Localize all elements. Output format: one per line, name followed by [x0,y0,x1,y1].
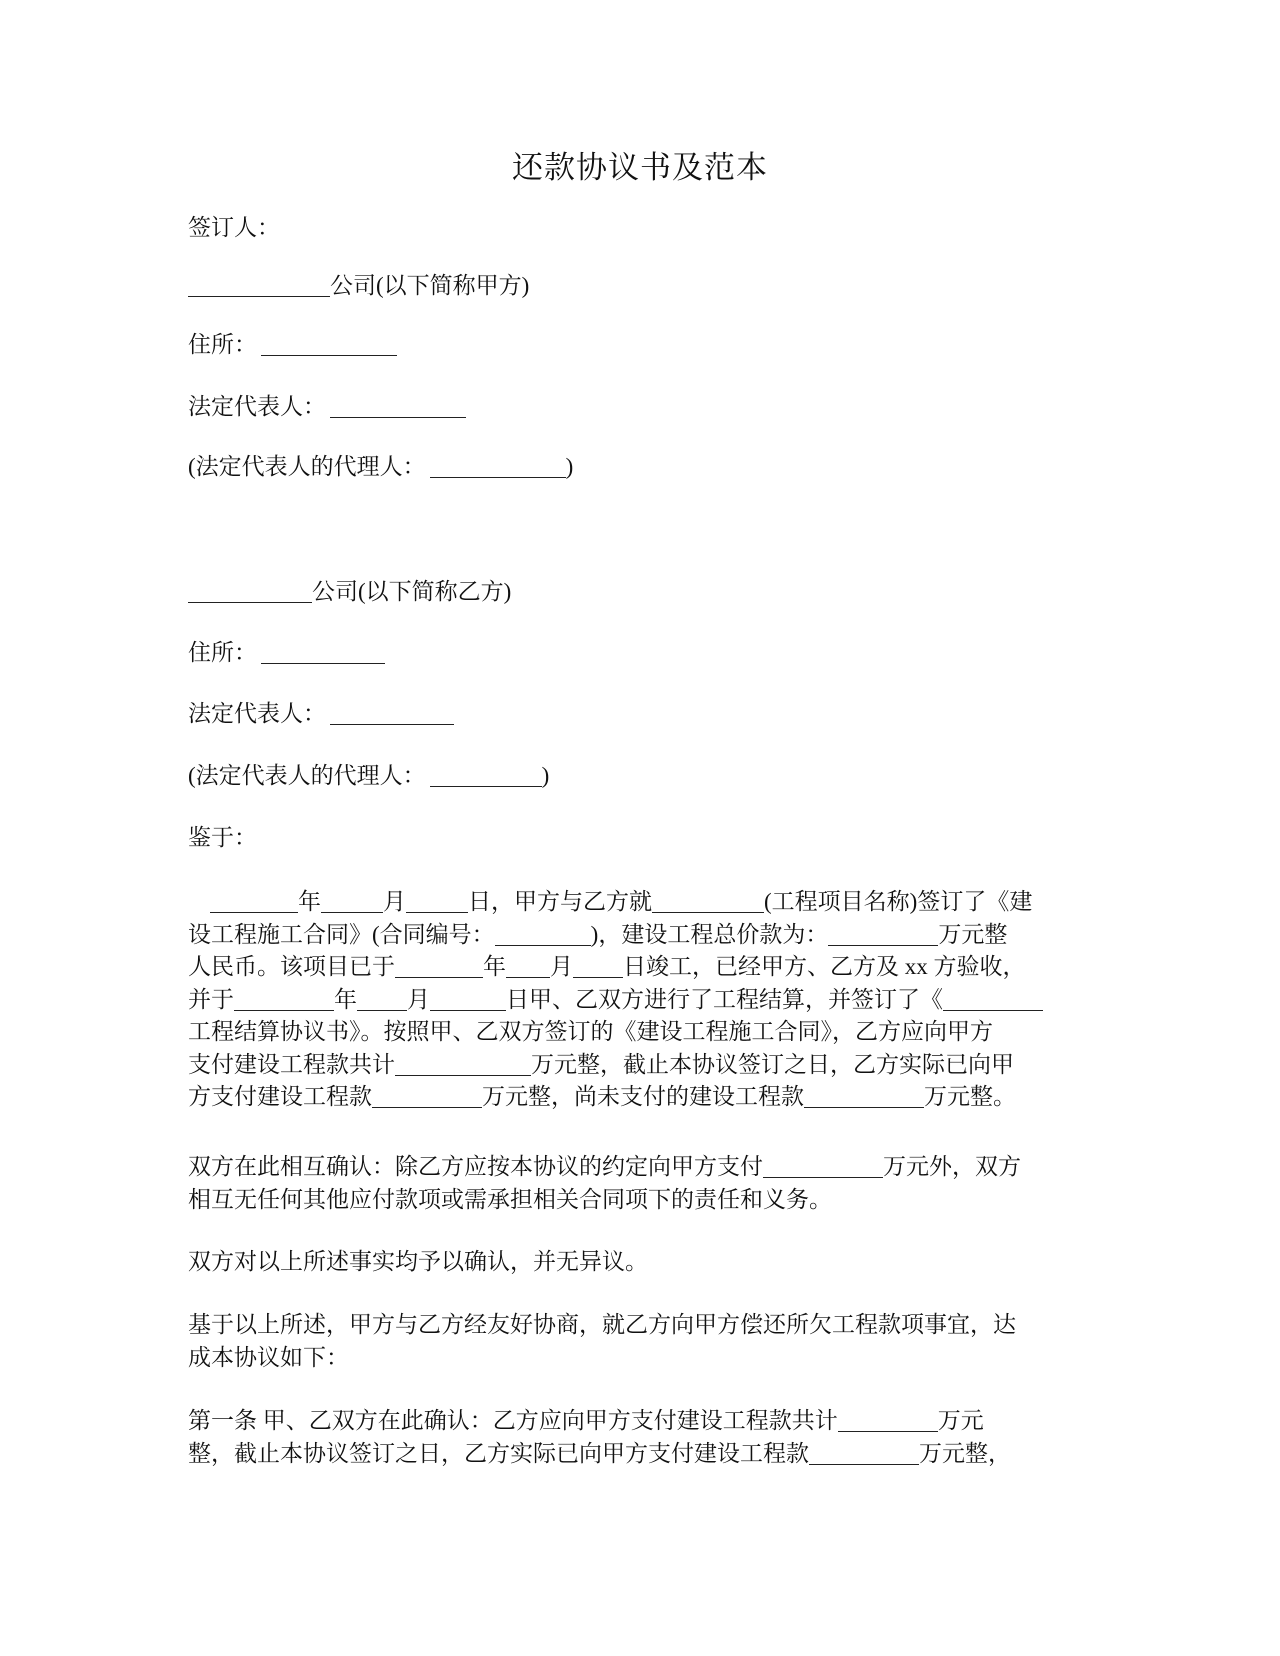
signatories-label: 签订人： [188,215,280,240]
total-price-blank[interactable] [828,923,938,946]
party-a-agent-blank[interactable] [430,455,566,478]
settlement-day-blank[interactable] [430,988,506,1011]
recital-text: 并于 [188,986,234,1012]
party-b-company-suffix: 公司(以下简称乙方) [312,579,512,604]
recital-text: 日，甲方与乙方就 [468,889,652,914]
party-b-company-blank[interactable] [188,580,312,603]
party-b-legal-rep-line [188,698,454,730]
recital-row-6 [188,1049,1088,1082]
recital-text: 年 [483,954,506,979]
recital-text: 年 [298,889,321,914]
recital-text: 万元整 [938,921,1008,947]
party-a-address-blank[interactable] [261,333,397,356]
completion-month-blank[interactable] [506,955,550,978]
recital-text: 月 [383,889,406,914]
party-a-agent-label: (法定代表人的代理人： [188,454,426,479]
recital-day-blank[interactable] [406,890,468,913]
settlement-agreement-blank[interactable] [943,988,1043,1011]
recital-row-1 [188,886,1088,919]
basis-row-2: 成本协议如下： [188,1344,349,1370]
party-a-agent-line [188,451,573,483]
party-b-legal-rep-label: 法定代表人： [188,701,326,726]
recital-text: 日甲、乙双方进行了工程结算，并签订了《 [506,986,943,1012]
party-a-company-suffix: 公司(以下简称甲方) [330,273,530,298]
party-b-address-line [188,637,385,669]
recital-text: (工程项目名称)签订了《建 [764,889,1033,914]
recital-row-4 [188,984,1088,1017]
recital-row-7 [188,1081,1088,1114]
recital-text: 支付建设工程款共计 [188,1051,395,1077]
recital-paragraph [188,886,1088,1114]
party-a-company-blank[interactable] [188,274,330,297]
mutual-confirm-paragraph [188,1151,1088,1216]
party-b-company-line [188,576,511,608]
recital-text: )，建设工程总价款为： [590,921,829,947]
recital-text: 人民币。该项目已于 [188,954,395,979]
party-a-address-label: 住所： [188,332,257,357]
article-1-paid-blank[interactable] [809,1442,919,1465]
party-b-legal-rep-blank[interactable] [330,702,454,725]
basis-row-1: 基于以上所述，甲方与乙方经友好协商，就乙方向甲方偿还所欠工程款项事宜，达 [188,1312,1016,1337]
no-objection-statement: 双方对以上所述事实均予以确认，并无异议。 [188,1249,648,1274]
article-1-text: 整，截止本协议签订之日，乙方实际已向甲方支付建设工程款 [188,1440,809,1466]
article-1-paragraph [188,1405,1088,1470]
recital-month-blank[interactable] [321,890,383,913]
recital-text: 年 [334,986,357,1012]
recital-text: 月 [550,954,573,979]
mutual-confirm-row-1 [188,1151,1088,1184]
unpaid-amount-blank[interactable] [804,1085,924,1108]
whereas-label: 鉴于： [188,825,257,850]
recital-text: 万元整，截止本协议签订之日，乙方实际已向甲 [531,1051,1014,1077]
completion-year-blank[interactable] [395,955,483,978]
paid-amount-blank[interactable] [372,1085,482,1108]
basis-paragraph [188,1309,1088,1374]
recital-year-blank[interactable] [210,890,298,913]
recital-text: 月 [407,986,430,1012]
contract-number-blank[interactable] [495,923,591,946]
party-a-legal-rep-label: 法定代表人： [188,394,326,419]
party-b-agent-close: ) [541,763,550,788]
party-b-address-blank[interactable] [261,641,385,664]
party-a-legal-rep-blank[interactable] [330,395,466,418]
party-b-address-label: 住所： [188,640,257,665]
recital-text: 方支付建设工程款 [188,1084,372,1109]
total-payable-blank[interactable] [395,1053,531,1076]
article-1-row-1 [188,1405,1088,1438]
settlement-month-blank[interactable] [357,988,407,1011]
article-1-text: 第一条 甲、乙双方在此确认：乙方应向甲方支付建设工程款共计 [188,1408,838,1433]
completion-day-blank[interactable] [573,955,623,978]
project-name-blank[interactable] [652,890,764,913]
mutual-confirm-row-2: 相互无任何其他应付款项或需承担相关合同项下的责任和义务。 [188,1186,832,1212]
recital-text: 万元整。 [924,1084,1016,1109]
party-a-company-line [188,270,529,302]
recital-row-2 [188,919,1088,952]
party-b-agent-line [188,760,549,792]
recital-text: 设工程施工合同》(合同编号： [188,921,495,947]
party-b-agent-label: (法定代表人的代理人： [188,763,426,788]
recital-row-5: 工程结算协议书》。按照甲、乙双方签订的《建设工程施工合同》，乙方应向甲方 [188,1019,993,1044]
recital-text: 日竣工，已经甲方、乙方及 xx 方验收， [623,954,1026,979]
article-1-text: 万元整， [919,1440,1011,1466]
article-1-text: 万元 [937,1408,984,1433]
remaining-payment-blank[interactable] [763,1155,883,1178]
article-1-row-2 [188,1438,1088,1471]
party-a-legal-rep-line [188,391,466,423]
document-title: 还款协议书及范本 [512,150,768,185]
article-1-total-blank[interactable] [838,1409,938,1432]
mutual-confirm-text: 万元外，双方 [883,1154,1021,1179]
recital-text: 万元整，尚未支付的建设工程款 [482,1084,804,1109]
party-a-address-line [188,329,397,361]
recital-row-3 [188,951,1088,984]
settlement-year-blank[interactable] [234,988,334,1011]
party-b-agent-blank[interactable] [430,764,542,787]
party-a-agent-close: ) [565,454,574,479]
mutual-confirm-text: 双方在此相互确认：除乙方应按本协议的约定向甲方支付 [188,1154,763,1179]
